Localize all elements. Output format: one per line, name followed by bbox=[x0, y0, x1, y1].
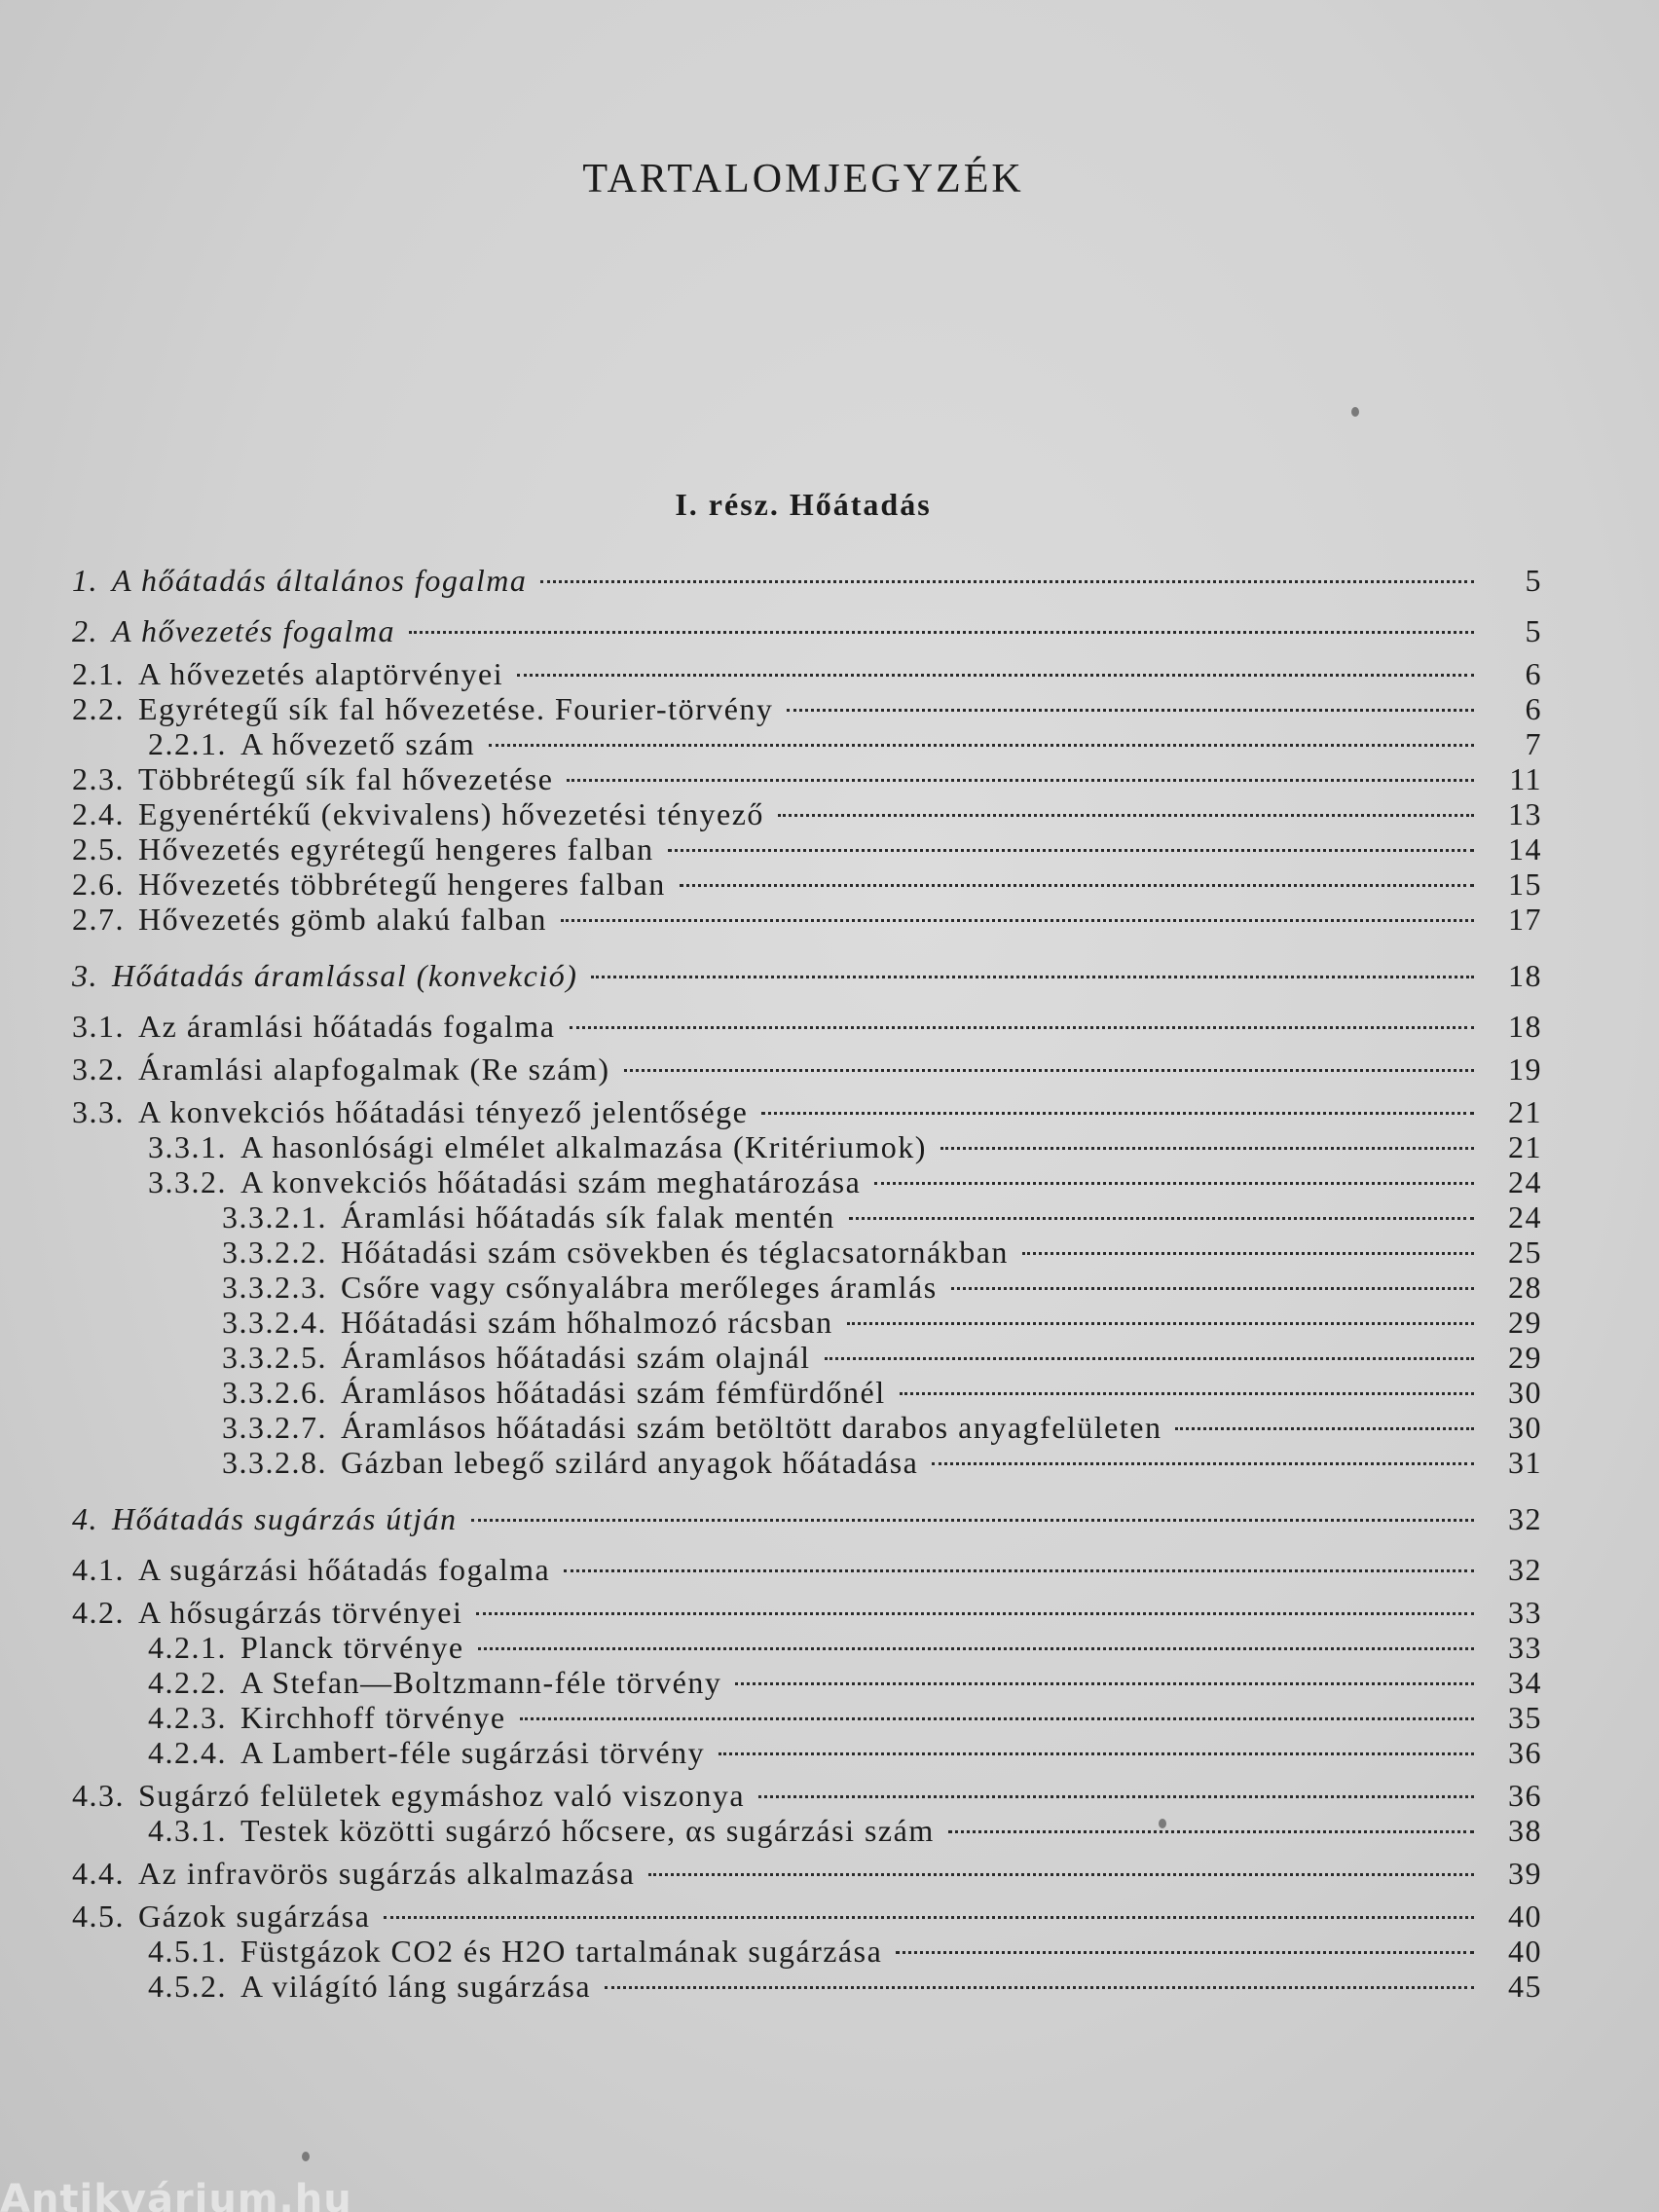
toc-entry-title: Egyrétegű sík fal hővezetése. Fourier-törvény bbox=[138, 691, 774, 726]
toc-entry bbox=[72, 1700, 1542, 1735]
toc-entry bbox=[72, 1375, 1542, 1410]
toc-entry-page: 31 bbox=[1508, 1445, 1542, 1480]
dot-leader bbox=[932, 1462, 1474, 1465]
toc-entry-number: 3.3.2. bbox=[148, 1164, 227, 1199]
toc-entry-number: 4.2.3. bbox=[148, 1700, 227, 1735]
toc-entry-number: 3.3.2.4. bbox=[222, 1305, 327, 1340]
toc-entry bbox=[72, 761, 1542, 796]
dot-leader bbox=[719, 1752, 1474, 1755]
dot-leader bbox=[951, 1287, 1474, 1290]
toc-entry-number: 4.1. bbox=[72, 1552, 125, 1587]
dot-leader bbox=[874, 1182, 1474, 1185]
toc-entry-number: 3.3.2.6. bbox=[222, 1375, 327, 1410]
toc-entry-page: 17 bbox=[1508, 902, 1542, 937]
toc-entry-page: 6 bbox=[1525, 691, 1542, 726]
toc-entry bbox=[72, 1235, 1542, 1270]
part-heading: I. rész. Hőátadás bbox=[675, 487, 932, 522]
toc-entry-number: 3.3.2.7. bbox=[222, 1410, 327, 1445]
dot-leader bbox=[758, 1795, 1474, 1798]
dot-leader bbox=[605, 1986, 1474, 1989]
toc-entry-page: 32 bbox=[1508, 1501, 1542, 1536]
toc-entry-page: 14 bbox=[1508, 831, 1542, 866]
dot-leader bbox=[624, 1069, 1474, 1072]
toc-entry bbox=[72, 866, 1542, 902]
toc-entry-number: 3.3. bbox=[72, 1094, 125, 1129]
toc-entry-title: Az infravörös sugárzás alkalmazása bbox=[138, 1856, 636, 1891]
paper-speck bbox=[1159, 1819, 1166, 1828]
toc-entry bbox=[72, 1164, 1542, 1199]
toc-entry-number: 3. bbox=[72, 958, 98, 993]
dot-leader bbox=[561, 919, 1474, 922]
toc-entry-title: Gázban lebegő szilárd anyagok hőátadása bbox=[341, 1445, 919, 1480]
toc-entry-title: Egyenértékű (ekvivalens) hővezetési tényező bbox=[138, 796, 764, 831]
toc-entry-number: 4.3. bbox=[72, 1778, 125, 1813]
toc-entry-page: 35 bbox=[1508, 1700, 1542, 1735]
toc-entry-number: 2.4. bbox=[72, 796, 125, 831]
toc-entry bbox=[72, 796, 1542, 831]
toc-entry-title: A hasonlósági elmélet alkalmazása (Kritériumok) bbox=[240, 1129, 927, 1164]
toc-entry-page: 33 bbox=[1508, 1630, 1542, 1665]
toc-entry-page: 29 bbox=[1508, 1340, 1542, 1375]
toc-entry-page: 24 bbox=[1508, 1164, 1542, 1199]
toc-entry-title: Testek közötti sugárzó hőcsere, αs sugárzási szám bbox=[240, 1813, 935, 1848]
toc-entry bbox=[72, 1595, 1542, 1630]
dot-leader bbox=[564, 1569, 1474, 1572]
toc-entry-page: 40 bbox=[1508, 1934, 1542, 1969]
dot-leader bbox=[761, 1112, 1474, 1115]
paper-speck bbox=[302, 2152, 310, 2161]
toc-entry bbox=[72, 1493, 1542, 1544]
toc-entry-number: 4.2.4. bbox=[148, 1735, 227, 1770]
toc-entry-number: 4. bbox=[72, 1501, 98, 1536]
dot-leader bbox=[476, 1612, 1474, 1615]
toc-entry-page: 5 bbox=[1525, 563, 1542, 598]
toc-entry-page: 13 bbox=[1508, 796, 1542, 831]
toc-entry bbox=[72, 1445, 1542, 1480]
toc-entry-title: Planck törvénye bbox=[240, 1630, 464, 1665]
toc-entry-number: 1. bbox=[72, 563, 98, 598]
toc-entry-title: Gázok sugárzása bbox=[138, 1899, 371, 1934]
toc-entry-page: 21 bbox=[1508, 1094, 1542, 1129]
toc-entry-title: Sugárzó felületek egymáshoz való viszonya bbox=[138, 1778, 746, 1813]
toc-entry-number: 4.2. bbox=[72, 1595, 125, 1630]
toc-entry-title: A konvekciós hőátadási tényező jelentősége bbox=[138, 1094, 749, 1129]
toc-entry-title: Hővezetés többrétegű hengeres falban bbox=[138, 866, 666, 902]
toc-entry bbox=[72, 1856, 1542, 1891]
toc-entry-page: 21 bbox=[1508, 1129, 1542, 1164]
toc-entry bbox=[72, 656, 1542, 691]
toc-entry bbox=[72, 1270, 1542, 1305]
toc-entry-number: 2.6. bbox=[72, 866, 125, 902]
toc-entry-number: 4.5.1. bbox=[148, 1934, 227, 1969]
toc-entry-title: Áramlásos hőátadási szám betöltött darabos anyagfelületen bbox=[341, 1410, 1162, 1445]
toc-entry-title: Hőátadási szám csövekben és téglacsatornákban bbox=[341, 1235, 1009, 1270]
dot-leader bbox=[520, 1717, 1474, 1720]
dot-leader bbox=[735, 1682, 1474, 1685]
toc-entry-page: 15 bbox=[1508, 866, 1542, 902]
toc-entry-page: 32 bbox=[1508, 1552, 1542, 1587]
toc-entry-title: Füstgázok CO2 és H2O tartalmának sugárzása bbox=[240, 1934, 883, 1969]
toc-entry-number: 4.3.1. bbox=[148, 1813, 227, 1848]
toc-entry-title: Többrétegű sík fal hővezetése bbox=[138, 761, 554, 796]
dot-leader bbox=[940, 1147, 1474, 1150]
toc-entry-number: 4.5.2. bbox=[148, 1969, 227, 2004]
dot-leader bbox=[900, 1392, 1474, 1395]
table-of-contents bbox=[72, 555, 1542, 2004]
watermark: Antikvárium.hu bbox=[0, 2177, 352, 2212]
toc-entry-title: Az áramlási hőátadás fogalma bbox=[138, 1009, 556, 1044]
dot-leader bbox=[478, 1647, 1474, 1650]
toc-entry-page: 25 bbox=[1508, 1235, 1542, 1270]
toc-entry-title: A világító láng sugárzása bbox=[240, 1969, 592, 2004]
toc-entry bbox=[72, 1735, 1542, 1770]
dot-leader bbox=[591, 976, 1474, 978]
toc-entry-title: A hővezető szám bbox=[240, 726, 476, 761]
toc-entry bbox=[72, 726, 1542, 761]
toc-entry bbox=[72, 1129, 1542, 1164]
toc-entry-number: 3.3.2.8. bbox=[222, 1445, 327, 1480]
toc-entry bbox=[72, 1340, 1542, 1375]
toc-entry-title: A hővezetés fogalma bbox=[112, 613, 395, 648]
dot-leader bbox=[896, 1951, 1474, 1954]
toc-entry-number: 2.5. bbox=[72, 831, 125, 866]
toc-entry bbox=[72, 1813, 1542, 1848]
toc-entry-page: 38 bbox=[1508, 1813, 1542, 1848]
page-title: TARTALOMJEGYZÉK bbox=[582, 157, 1024, 202]
dot-leader bbox=[567, 779, 1474, 782]
dot-leader bbox=[489, 744, 1474, 747]
toc-entry-title: Áramlási alapfogalmak (Re szám) bbox=[138, 1051, 610, 1087]
toc-entry-page: 29 bbox=[1508, 1305, 1542, 1340]
toc-entry bbox=[72, 1630, 1542, 1665]
toc-entry bbox=[72, 950, 1542, 1001]
toc-entry-number: 2.1. bbox=[72, 656, 125, 691]
toc-entry bbox=[72, 902, 1542, 937]
toc-entry-number: 3.2. bbox=[72, 1051, 125, 1087]
dot-leader bbox=[778, 814, 1474, 817]
toc-entry bbox=[72, 1094, 1542, 1129]
toc-entry bbox=[72, 1051, 1542, 1087]
toc-entry bbox=[72, 1199, 1542, 1235]
toc-entry-page: 36 bbox=[1508, 1778, 1542, 1813]
toc-entry bbox=[72, 1778, 1542, 1813]
toc-entry-page: 45 bbox=[1508, 1969, 1542, 2004]
toc-entry-page: 19 bbox=[1508, 1051, 1542, 1087]
dot-leader bbox=[517, 674, 1474, 677]
toc-entry-title: Áramlásos hőátadási szám olajnál bbox=[341, 1340, 811, 1375]
toc-entry-page: 39 bbox=[1508, 1856, 1542, 1891]
toc-entry-page: 34 bbox=[1508, 1665, 1542, 1700]
toc-entry-title: Hőátadás sugárzás útján bbox=[112, 1501, 458, 1536]
toc-entry-number: 4.2.1. bbox=[148, 1630, 227, 1665]
toc-entry-page: 36 bbox=[1508, 1735, 1542, 1770]
toc-entry-number: 4.4. bbox=[72, 1856, 125, 1891]
toc-entry-title: Csőre vagy csőnyalábra merőleges áramlás bbox=[341, 1270, 938, 1305]
toc-entry-number: 3.3.2.5. bbox=[222, 1340, 327, 1375]
dot-leader bbox=[1022, 1252, 1474, 1255]
toc-entry-title: Hőátadási szám hőhalmozó rácsban bbox=[341, 1305, 833, 1340]
toc-entry bbox=[72, 555, 1542, 606]
dot-leader bbox=[1175, 1427, 1474, 1430]
dot-leader bbox=[648, 1873, 1474, 1876]
toc-entry-title: A Lambert-féle sugárzási törvény bbox=[240, 1735, 706, 1770]
toc-entry-number: 3.3.2.1. bbox=[222, 1199, 327, 1235]
toc-entry-title: Hővezetés gömb alakú falban bbox=[138, 902, 547, 937]
toc-entry-page: 11 bbox=[1509, 761, 1542, 796]
toc-entry-number: 4.5. bbox=[72, 1899, 125, 1934]
toc-entry-page: 33 bbox=[1508, 1595, 1542, 1630]
toc-entry-page: 28 bbox=[1508, 1270, 1542, 1305]
toc-entry bbox=[72, 1665, 1542, 1700]
toc-entry-page: 7 bbox=[1525, 726, 1542, 761]
toc-entry-title: A hőátadás általános fogalma bbox=[112, 563, 528, 598]
paper-speck bbox=[1351, 407, 1359, 417]
dot-leader bbox=[948, 1830, 1474, 1833]
toc-entry-page: 5 bbox=[1525, 613, 1542, 648]
toc-entry bbox=[72, 1934, 1542, 1969]
toc-entry-title: A hővezetés alaptörvényei bbox=[138, 656, 504, 691]
dot-leader bbox=[409, 631, 1474, 634]
toc-entry-title: Áramlásos hőátadási szám fémfürdőnél bbox=[341, 1375, 886, 1410]
toc-entry bbox=[72, 1305, 1542, 1340]
dot-leader bbox=[668, 849, 1474, 852]
toc-entry-number: 3.3.2.2. bbox=[222, 1235, 327, 1270]
toc-entry-title: A hősugárzás törvényei bbox=[138, 1595, 463, 1630]
toc-entry-number: 2.7. bbox=[72, 902, 125, 937]
dot-leader bbox=[570, 1026, 1475, 1029]
dot-leader bbox=[825, 1357, 1474, 1360]
toc-entry bbox=[72, 1009, 1542, 1044]
dot-leader bbox=[847, 1322, 1474, 1325]
toc-entry-number: 4.2.2. bbox=[148, 1665, 227, 1700]
toc-entry-page: 24 bbox=[1508, 1199, 1542, 1235]
toc-entry-number: 3.3.1. bbox=[148, 1129, 227, 1164]
toc-entry bbox=[72, 1410, 1542, 1445]
toc-entry-number: 2. bbox=[72, 613, 98, 648]
toc-entry-title: A sugárzási hőátadás fogalma bbox=[138, 1552, 551, 1587]
toc-entry-number: 2.2.1. bbox=[148, 726, 227, 761]
dot-leader bbox=[471, 1519, 1474, 1522]
toc-entry-title: Áramlási hőátadás sík falak mentén bbox=[341, 1199, 835, 1235]
toc-entry-title: A Stefan—Boltzmann-féle törvény bbox=[240, 1665, 722, 1700]
toc-entry-title: A konvekciós hőátadási szám meghatározása bbox=[240, 1164, 862, 1199]
toc-entry bbox=[72, 1969, 1542, 2004]
toc-entry bbox=[72, 1552, 1542, 1587]
toc-entry-page: 40 bbox=[1508, 1899, 1542, 1934]
toc-entry-page: 30 bbox=[1508, 1410, 1542, 1445]
toc-entry-title: Hőátadás áramlással (konvekció) bbox=[112, 958, 578, 993]
toc-entry bbox=[72, 831, 1542, 866]
toc-entry-page: 30 bbox=[1508, 1375, 1542, 1410]
dot-leader bbox=[849, 1217, 1474, 1220]
dot-leader bbox=[680, 884, 1474, 887]
toc-entry bbox=[72, 691, 1542, 726]
toc-entry-page: 6 bbox=[1525, 656, 1542, 691]
toc-entry-number: 3.1. bbox=[72, 1009, 125, 1044]
toc-entry-number: 2.2. bbox=[72, 691, 125, 726]
dot-leader bbox=[540, 580, 1474, 583]
toc-entry-number: 3.3.2.3. bbox=[222, 1270, 327, 1305]
toc-entry-title: Kirchhoff törvénye bbox=[240, 1700, 506, 1735]
toc-entry-number: 2.3. bbox=[72, 761, 125, 796]
toc-entry bbox=[72, 606, 1542, 656]
toc-entry-page: 18 bbox=[1508, 1009, 1542, 1044]
dot-leader bbox=[787, 709, 1474, 712]
toc-entry-page: 18 bbox=[1508, 958, 1542, 993]
toc-entry bbox=[72, 1899, 1542, 1934]
toc-entry-title: Hővezetés egyrétegű hengeres falban bbox=[138, 831, 654, 866]
dot-leader bbox=[384, 1916, 1474, 1919]
